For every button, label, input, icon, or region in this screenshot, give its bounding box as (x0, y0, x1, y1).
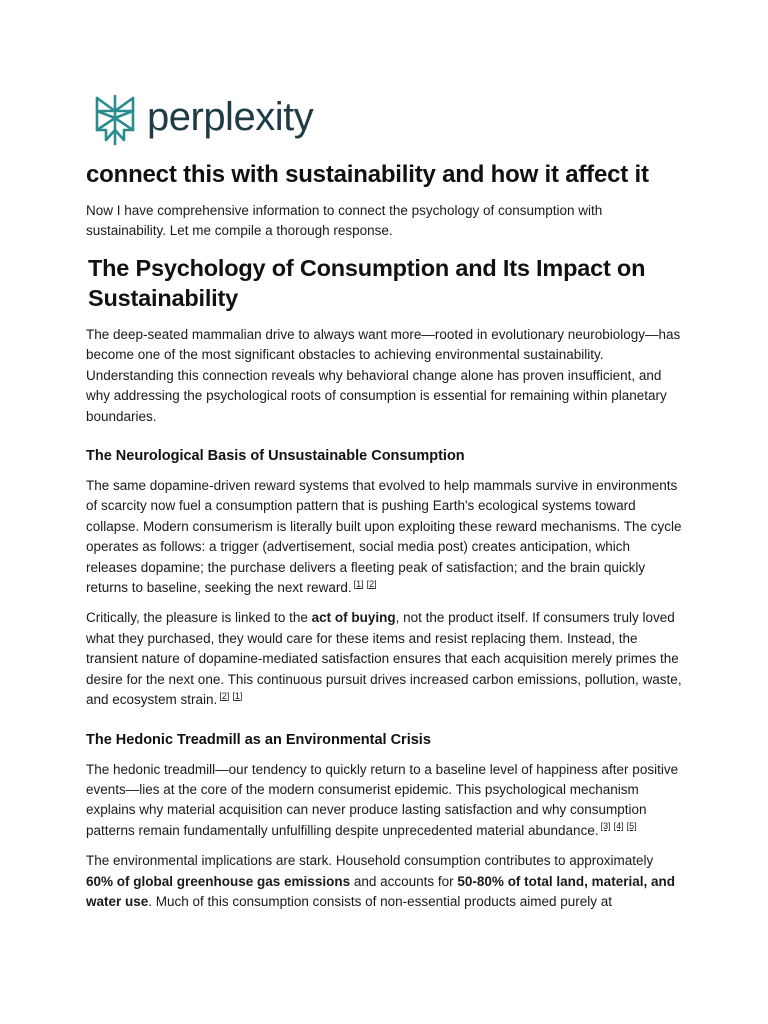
paragraph-intro: The deep-seated mammalian drive to always want more—rooted in evolutionary neurobiology—has become one of the most significant obstacles to achieving environmental sustainability. Understanding this connection reveals why behavioral change alone has proven insufficient, and why addressing the psychological roots of consumption is essential for remaining within planetary boundaries. (86, 327, 681, 424)
citation-group (601, 821, 640, 831)
bold-text: 60% of global greenhouse gas emissions (86, 873, 351, 889)
paragraph-text: , not the product itself. If consumers truly loved what they purchased, they would care for these items and resist replacing them. Instead, the transient nature of dopamine-mediated satisfaction ensures that each acquisition merely primes the desire for the next one. This continuous pursuit drives increased carbon emissions, pollution, waste, and ecosystem strain. (86, 610, 682, 708)
citation-link[interactable]: [1] (353, 578, 364, 589)
answer-title: The Psychology of Consumption and Its Impact on Sustainability (88, 255, 646, 311)
bold-text: act of buying (311, 610, 396, 626)
brand-name: perplexity (147, 95, 314, 139)
paragraph-neurological-2 (86, 608, 684, 710)
perplexity-logo (93, 94, 313, 146)
paragraph-hedonic-1 (86, 760, 684, 842)
paragraph-hedonic-2 (86, 851, 684, 912)
intro-text: Now I have comprehensive information to connect the psychology of consumption with sustainability. Let me compile a thorough response. (86, 203, 603, 238)
section-heading-hedonic: The Hedonic Treadmill as an Environmental Crisis (86, 731, 431, 748)
citation-group (354, 579, 380, 589)
paragraph-text: The hedonic treadmill—our tendency to quickly return to a baseline level of happiness after positive events—lies at the core of the modern consumerist epidemic. This psychological mechanism explains why material acquisition can never produce lasting satisfaction and why consumption patterns remain fundamentally unfulfilling despite unprecedented material abundance. (86, 761, 679, 838)
perplexity-icon (93, 94, 137, 146)
paragraph-text: and accounts for (350, 873, 458, 889)
paragraph-neurological-1 (86, 476, 684, 598)
paragraph-text: Critically, the pleasure is linked to the (86, 610, 312, 626)
citation-link[interactable]: [4] (613, 821, 624, 832)
citation-link[interactable]: [5] (626, 821, 637, 832)
citation-group (219, 691, 245, 701)
paragraph-text: The same dopamine-driven reward systems that evolved to help mammals survive in environments of scarcity now fuel a consumption pattern that is pushing Earth's ecological systems toward collapse. Modern consumerism is literally built upon exploiting these reward mechanisms. The cycle operates as follows: a trigger (advertisement, social media post) creates anticipation, which releases dopamine; the purchase delivers a fleeting peak of satisfaction; and the brain quickly returns to baseline, seeking the next reward. (86, 478, 682, 596)
citation-link[interactable]: [2] (366, 578, 377, 589)
paragraph-text: The environmental implications are stark. Household consumption contributes to approximately (86, 853, 654, 869)
query-heading: connect this with sustainability and how it affect it (86, 161, 649, 188)
paragraph-text: . Much of this consumption consists of non-essential products aimed purely at (148, 893, 613, 909)
citation-link[interactable]: [1] (232, 690, 243, 701)
section-heading-neurological: The Neurological Basis of Unsustainable Consumption (86, 448, 465, 465)
citation-link[interactable]: [3] (600, 821, 611, 832)
bold-text: 50-80% of total land, material, and water use (86, 873, 675, 909)
citation-link[interactable]: [2] (219, 690, 230, 701)
answer-content (86, 160, 684, 922)
